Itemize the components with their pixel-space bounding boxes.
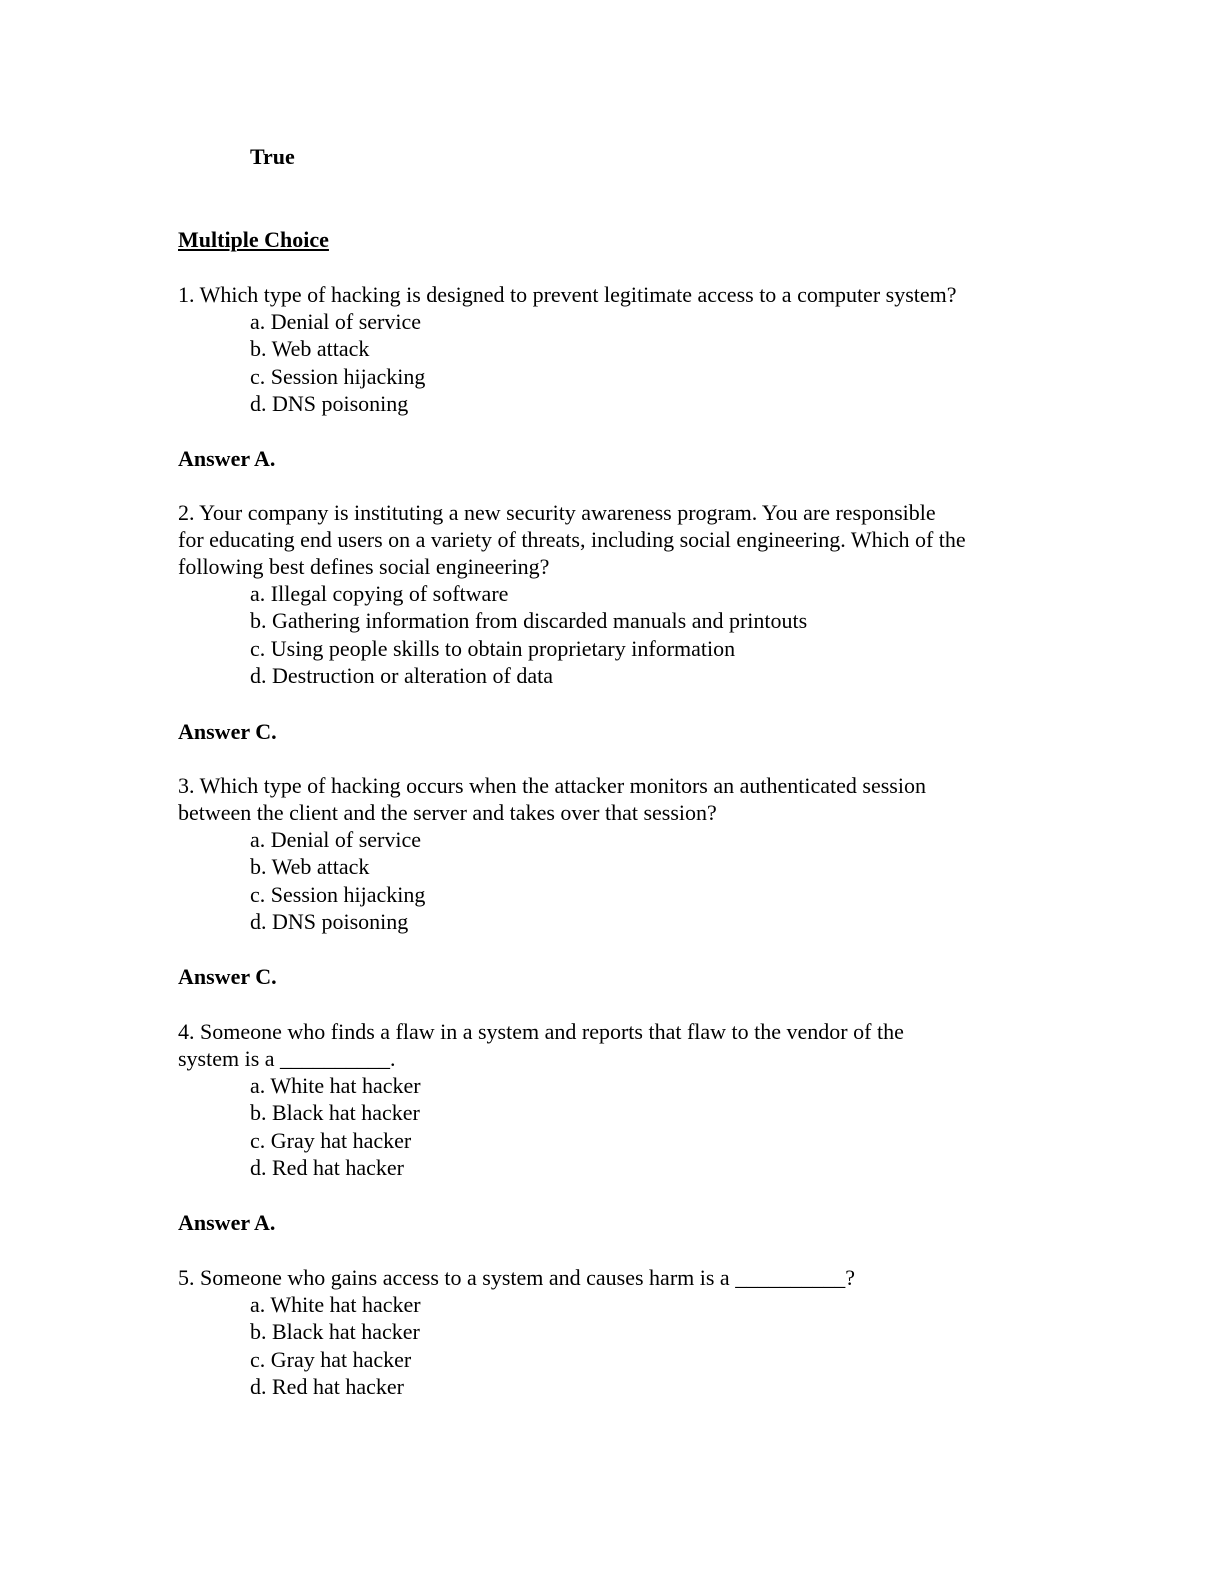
question-text [178, 772, 1048, 826]
option-c: c. Using people skills to obtain proprietary information [250, 635, 736, 661]
option-a: a. White hat hacker [250, 1292, 421, 1317]
option-list [178, 1291, 1048, 1400]
question-line: between the client and the server and takes over that session? [178, 800, 717, 825]
option-list [178, 580, 1048, 689]
question-2 [178, 499, 1048, 689]
question-3 [178, 772, 1048, 935]
option-a: a. Illegal copying of software [250, 581, 509, 606]
option-list [178, 826, 1048, 935]
option-d: d. Red hat hacker [250, 1373, 404, 1399]
carryover-answer: True [250, 144, 295, 169]
question-line: 2. Your company is instituting a new security awareness program. You are responsible [178, 500, 936, 525]
question-text [178, 281, 1048, 308]
question-line: 5. Someone who gains access to a system and causes harm is a __________? [178, 1265, 855, 1290]
question-text [178, 499, 1048, 580]
option-c: c. Gray hat hacker [250, 1346, 412, 1372]
option-c: c. Session hijacking [250, 881, 426, 907]
option-d: d. Red hat hacker [250, 1154, 404, 1180]
option-list [178, 308, 1048, 417]
option-b: b. Web attack [250, 336, 370, 362]
question-line: 3. Which type of hacking occurs when the attacker monitors an authenticated session [178, 773, 926, 798]
question-line: 1. Which type of hacking is designed to prevent legitimate access to a computer system? [178, 282, 957, 307]
answer-2: Answer C. [178, 719, 277, 744]
option-a: a. Denial of service [250, 309, 422, 334]
question-line: system is a __________. [178, 1046, 396, 1071]
question-text [178, 1018, 1048, 1072]
answer-1: Answer A. [178, 446, 276, 471]
question-4 [178, 1018, 1048, 1181]
option-d: d. Destruction or alteration of data [250, 662, 554, 688]
answer-4: Answer A. [178, 1210, 276, 1235]
section-title: Multiple Choice [178, 227, 329, 252]
question-line: following best defines social engineering? [178, 554, 550, 579]
question-line: for educating end users on a variety of threats, including social engineering. Which of the [178, 527, 966, 552]
question-text [178, 1264, 1048, 1291]
question-5 [178, 1264, 1048, 1400]
option-b: b. Black hat hacker [250, 1100, 420, 1126]
option-b: b. Gathering information from discarded manuals and printouts [250, 608, 808, 634]
option-a: a. Denial of service [250, 827, 422, 852]
option-b: b. Black hat hacker [250, 1319, 420, 1345]
option-b: b. Web attack [250, 854, 370, 880]
question-line: 4. Someone who finds a flaw in a system and reports that flaw to the vendor of the [178, 1019, 904, 1044]
option-d: d. DNS poisoning [250, 390, 409, 416]
question-1 [178, 281, 1048, 417]
answer-3: Answer C. [178, 964, 277, 989]
option-a: a. White hat hacker [250, 1073, 421, 1098]
option-c: c. Gray hat hacker [250, 1127, 412, 1153]
option-d: d. DNS poisoning [250, 908, 409, 934]
option-c: c. Session hijacking [250, 363, 426, 389]
option-list [178, 1072, 1048, 1181]
